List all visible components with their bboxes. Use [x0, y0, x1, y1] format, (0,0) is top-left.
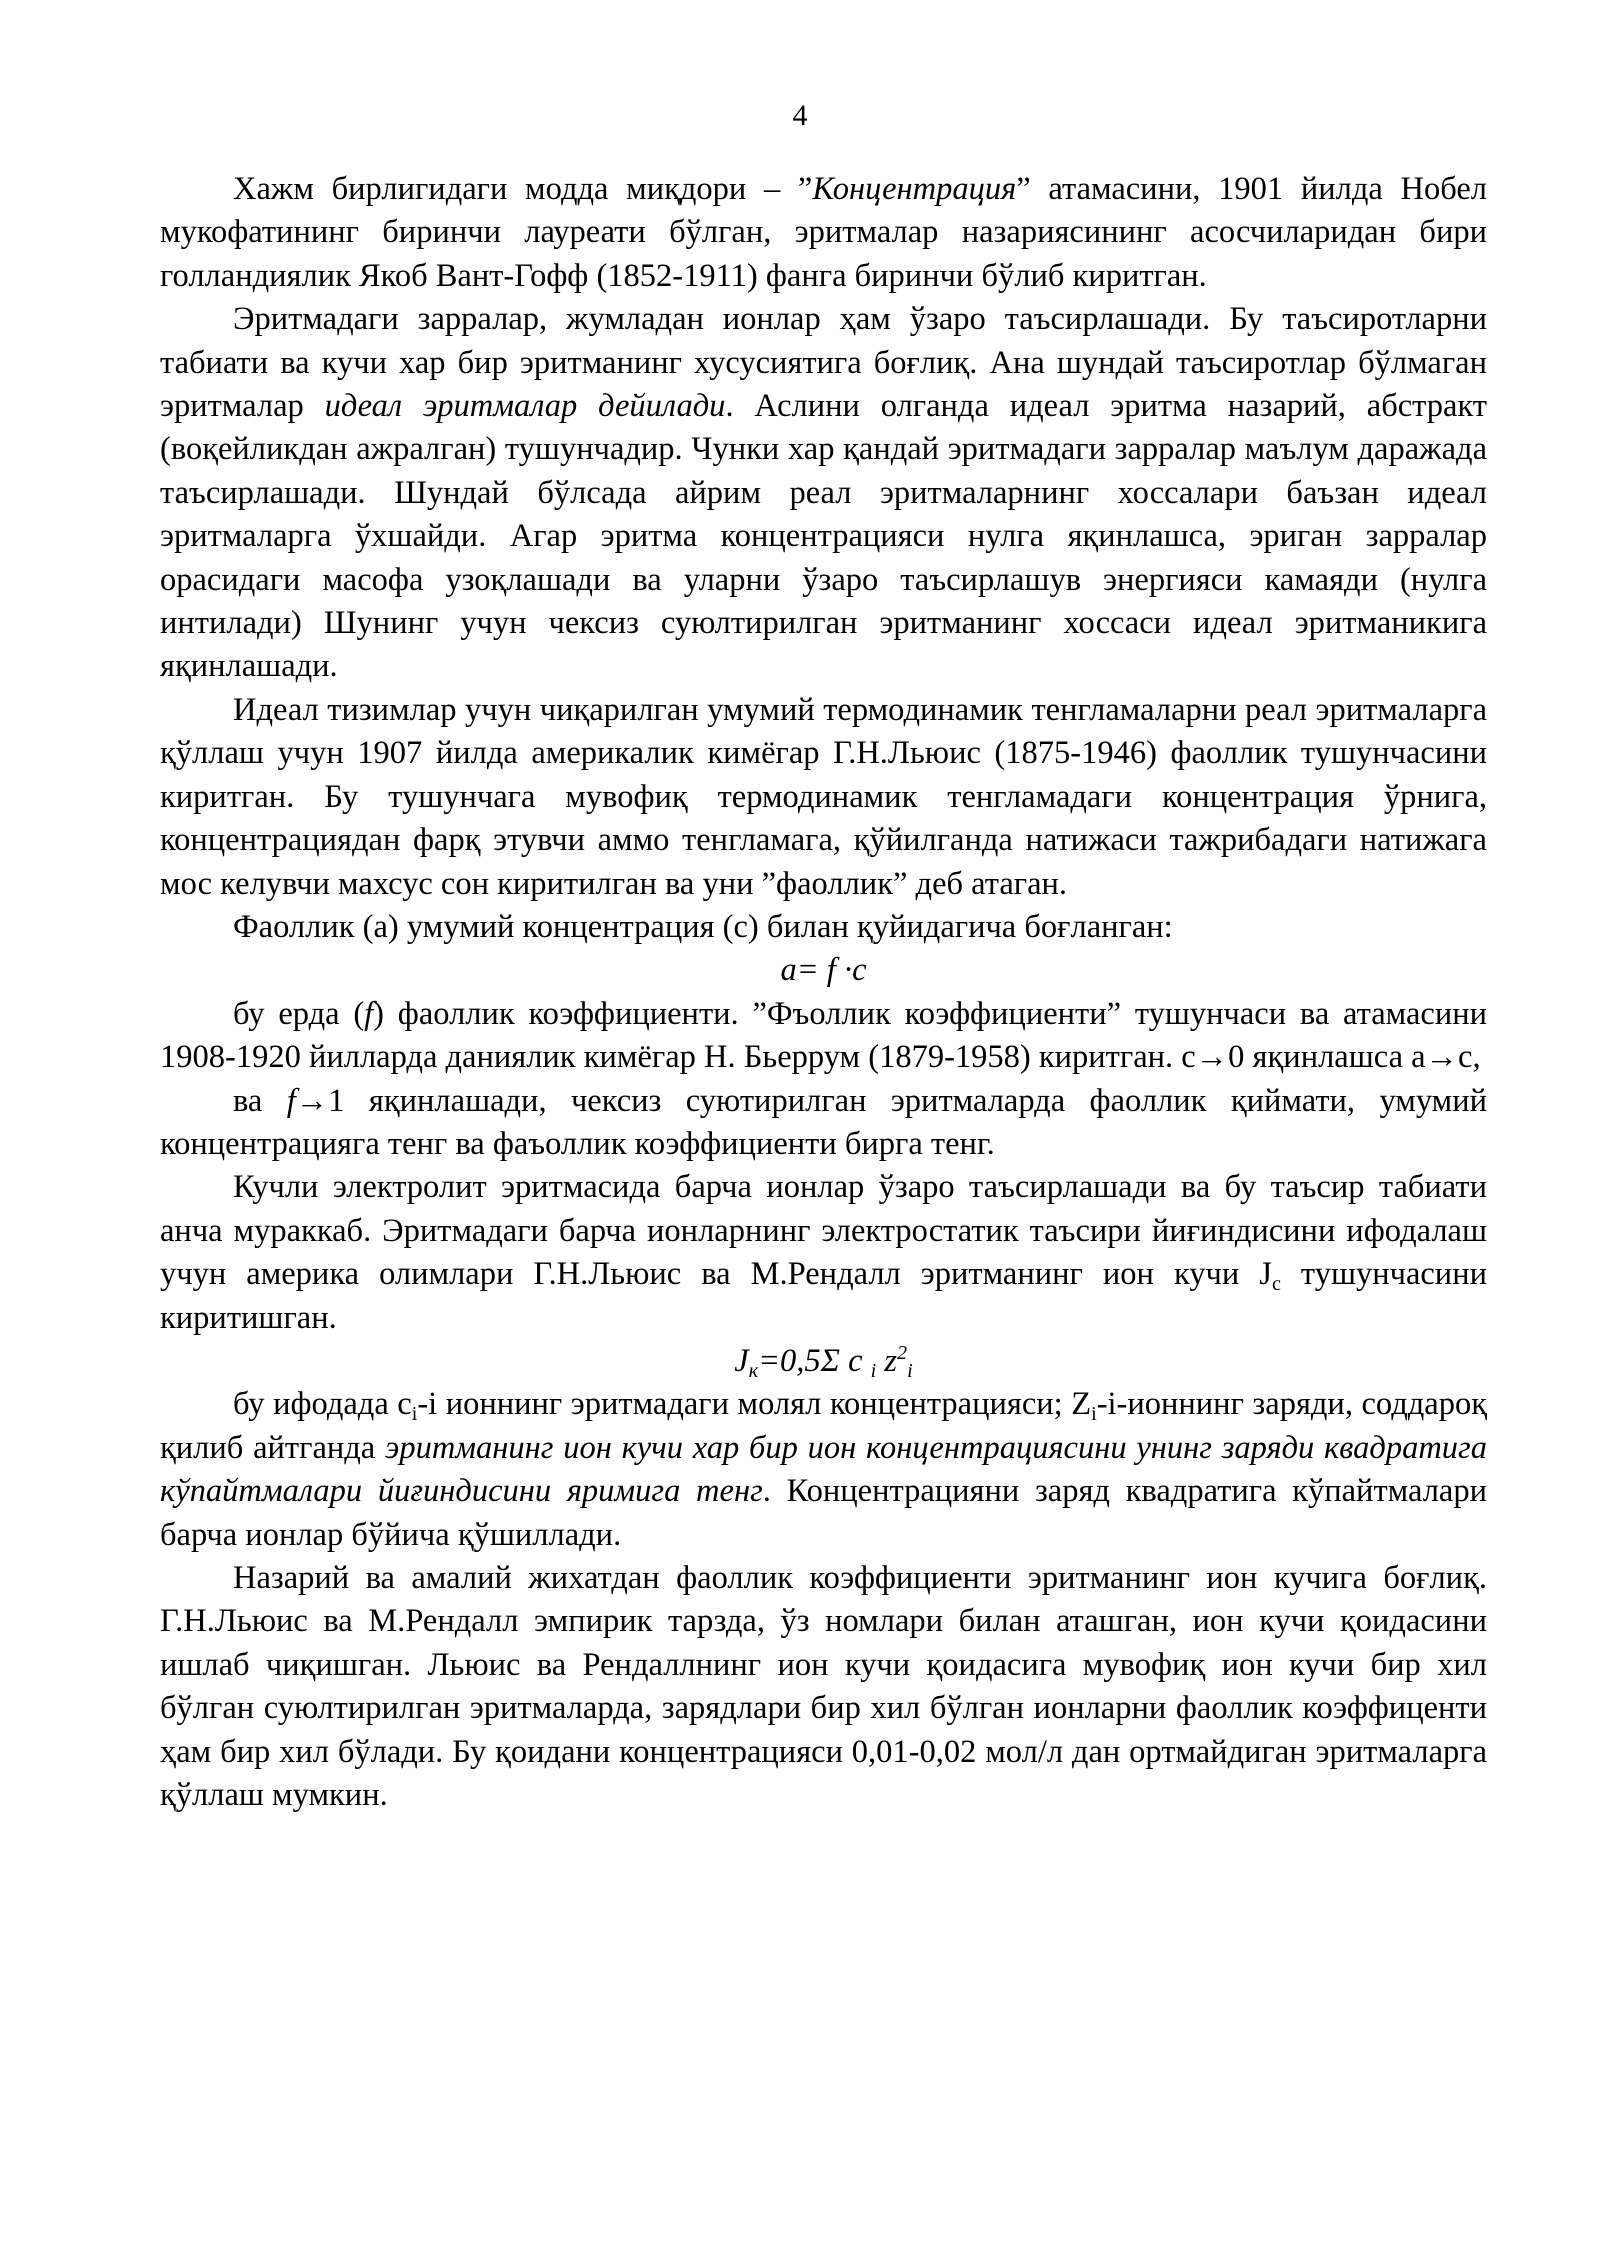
paragraph-ideal-solutions: Эритмадаги зарралар, жумладан ионлар ҳам ўзаро таъсирлашади. Бу таъсиротларни табиати ва кучи хар бир эритманинг хусусиятига боғлиқ. Ана шундай таъсиротлар бўлмаган эритмалар идеал эритмалар дейилади. Аслини олганда идеал эритма назарий, абстракт (воқейликдан ажралган) тушунчадир. Чунки хар қандай эритмадаги зарралар маълум даражада таъсирлашади. Шундай бўлсада айрим реал эритмаларнинг хоссалари баъзан идеал эритмаларга ўхшайди. Агар эритма концентрацияси нулга яқинлашса, эриган зарралар орасидаги масофа узоқлашади ва уларни ўзаро таъсирлашув энергияси камаяди (нулга интилади) Шунинг учун чексиз суюлтирилган эритманинг хоссаси идеал эритманикига яқинлашади.: [160, 301, 1487, 685]
formula-ionic-strength: $J_к=0,5\Sigma$ c $_i$ $z^2_i$: [734, 1341, 913, 1382]
paragraph-activity-relation: Фаоллик (а) умумий концентрация (с) билан қуйидагича боғланган:: [233, 908, 1173, 945]
formula-activity: a= f ·c: [780, 952, 867, 989]
paragraph-activity-concept: Идеал тизимлар учун чиқарилган умумий термодинамик тенгламаларни реал эритмаларга қўллаш учун 1907 йилда америкалик кимёгар Г.Н.Льюис (1875-1946) фаоллик тушунчасини киритган. Бу тушунчага мувофиқ термодинамик тенгламадаги концентрация ўрнига, концентрациядан фарқ этувчи аммо тенгламага, қўйилганда натижаси тажрибадаги натижага мос келувчи махсус сон киритилган ва уни ”фаоллик” деб атаган.: [160, 691, 1487, 902]
paragraph-lewis-randall-rule: Назарий ва амалий жихатдан фаоллик коэффициенти эритманинг ион кучига боғлиқ. Г.Н.Льюис ва М.Рендалл эмпирик тарзда, ўз номлари билан аташган, ион кучи қоидасини ишлаб чиқишган. Льюис ва Рендаллнинг ион кучи қоидасига мувофиқ ион кучи бир хил бўлган суюлтирилган эритмаларда, зарядлари бир хил бўлган ионларни фаоллик коэффиценти ҳам бир хил бўлади. Бу қоидани концентрацияси 0,01-0,02 мол/л дан ортмайдиган эритмаларга қўллаш мумкин.: [160, 1560, 1487, 1814]
paragraph-formula-explanation: бу ифодада $c_i-i$ ионнинг эритмадаги молял концентрацияси; $Z_i-i$-ионнинг заряди, соддароқ қилиб айтганда эритманинг ион кучи хар бир ион концентрациясини унинг заряди квадратига кўпайтмалари йиғиндисини яримига тенг. Концентрацияни заряд квадратига кўпайтмалари барча ионлар бўйича қўшиллади.: [160, 1386, 1487, 1553]
page-number: 4: [792, 99, 808, 132]
page-body: [160, 168, 1487, 1817]
term-ideal-solutions: идеал эритмалар дейилади: [324, 388, 726, 425]
definition-ionic-strength: эритманинг ион кучи хар бир ион концентрациясини унинг заряди квадратига кўпайтмалари йиғиндисини яримига тенг: [160, 1429, 1487, 1510]
paragraph-dilute-limit: ва f→1 яқинлашади, чексиз суютирилган эритмаларда фаоллик қиймати, умумий концентрацияга тенг ва фаъоллик коэффициенти бирга тенг.: [160, 1082, 1487, 1162]
paragraph-activity-coefficient: бу ерда (f) фаоллик коэффициенти. ”Фъоллик коэффициенти” тушунчаси ва атамасини 1908-1920 йилларда даниялик кимёгар Н. Бьеррум (1879-1958) киритган. с→0 яқинлашса а→с,: [160, 995, 1487, 1076]
paragraph-ionic-strength: Кучли электролит эритмасида барча ионлар ўзаро таъсирлашади ва бу таъсир табиати анча мураккаб. Эритмадаги барча ионларнинг электростатик таъсири йиғиндисини ифодалаш учун америка олимлари Г.Н.Льюис ва М.Рендалл эритманинг ион кучи $J_c$ тушунчасини киритишган.: [160, 1169, 1487, 1336]
term-concentration: Концентрация: [812, 171, 1017, 207]
paragraph-concentration-definition: Хажм бирлигидаги модда миқдори – ”Концентрация” атамасини, 1901 йилда Нобел мукофатининг биринчи лауреати бўлган, эритмалар назариясининг асосчиларидан бири голландиялик Якоб Вант-Гофф (1852-1911) фанга биринчи бўлиб киритган.: [160, 171, 1487, 294]
